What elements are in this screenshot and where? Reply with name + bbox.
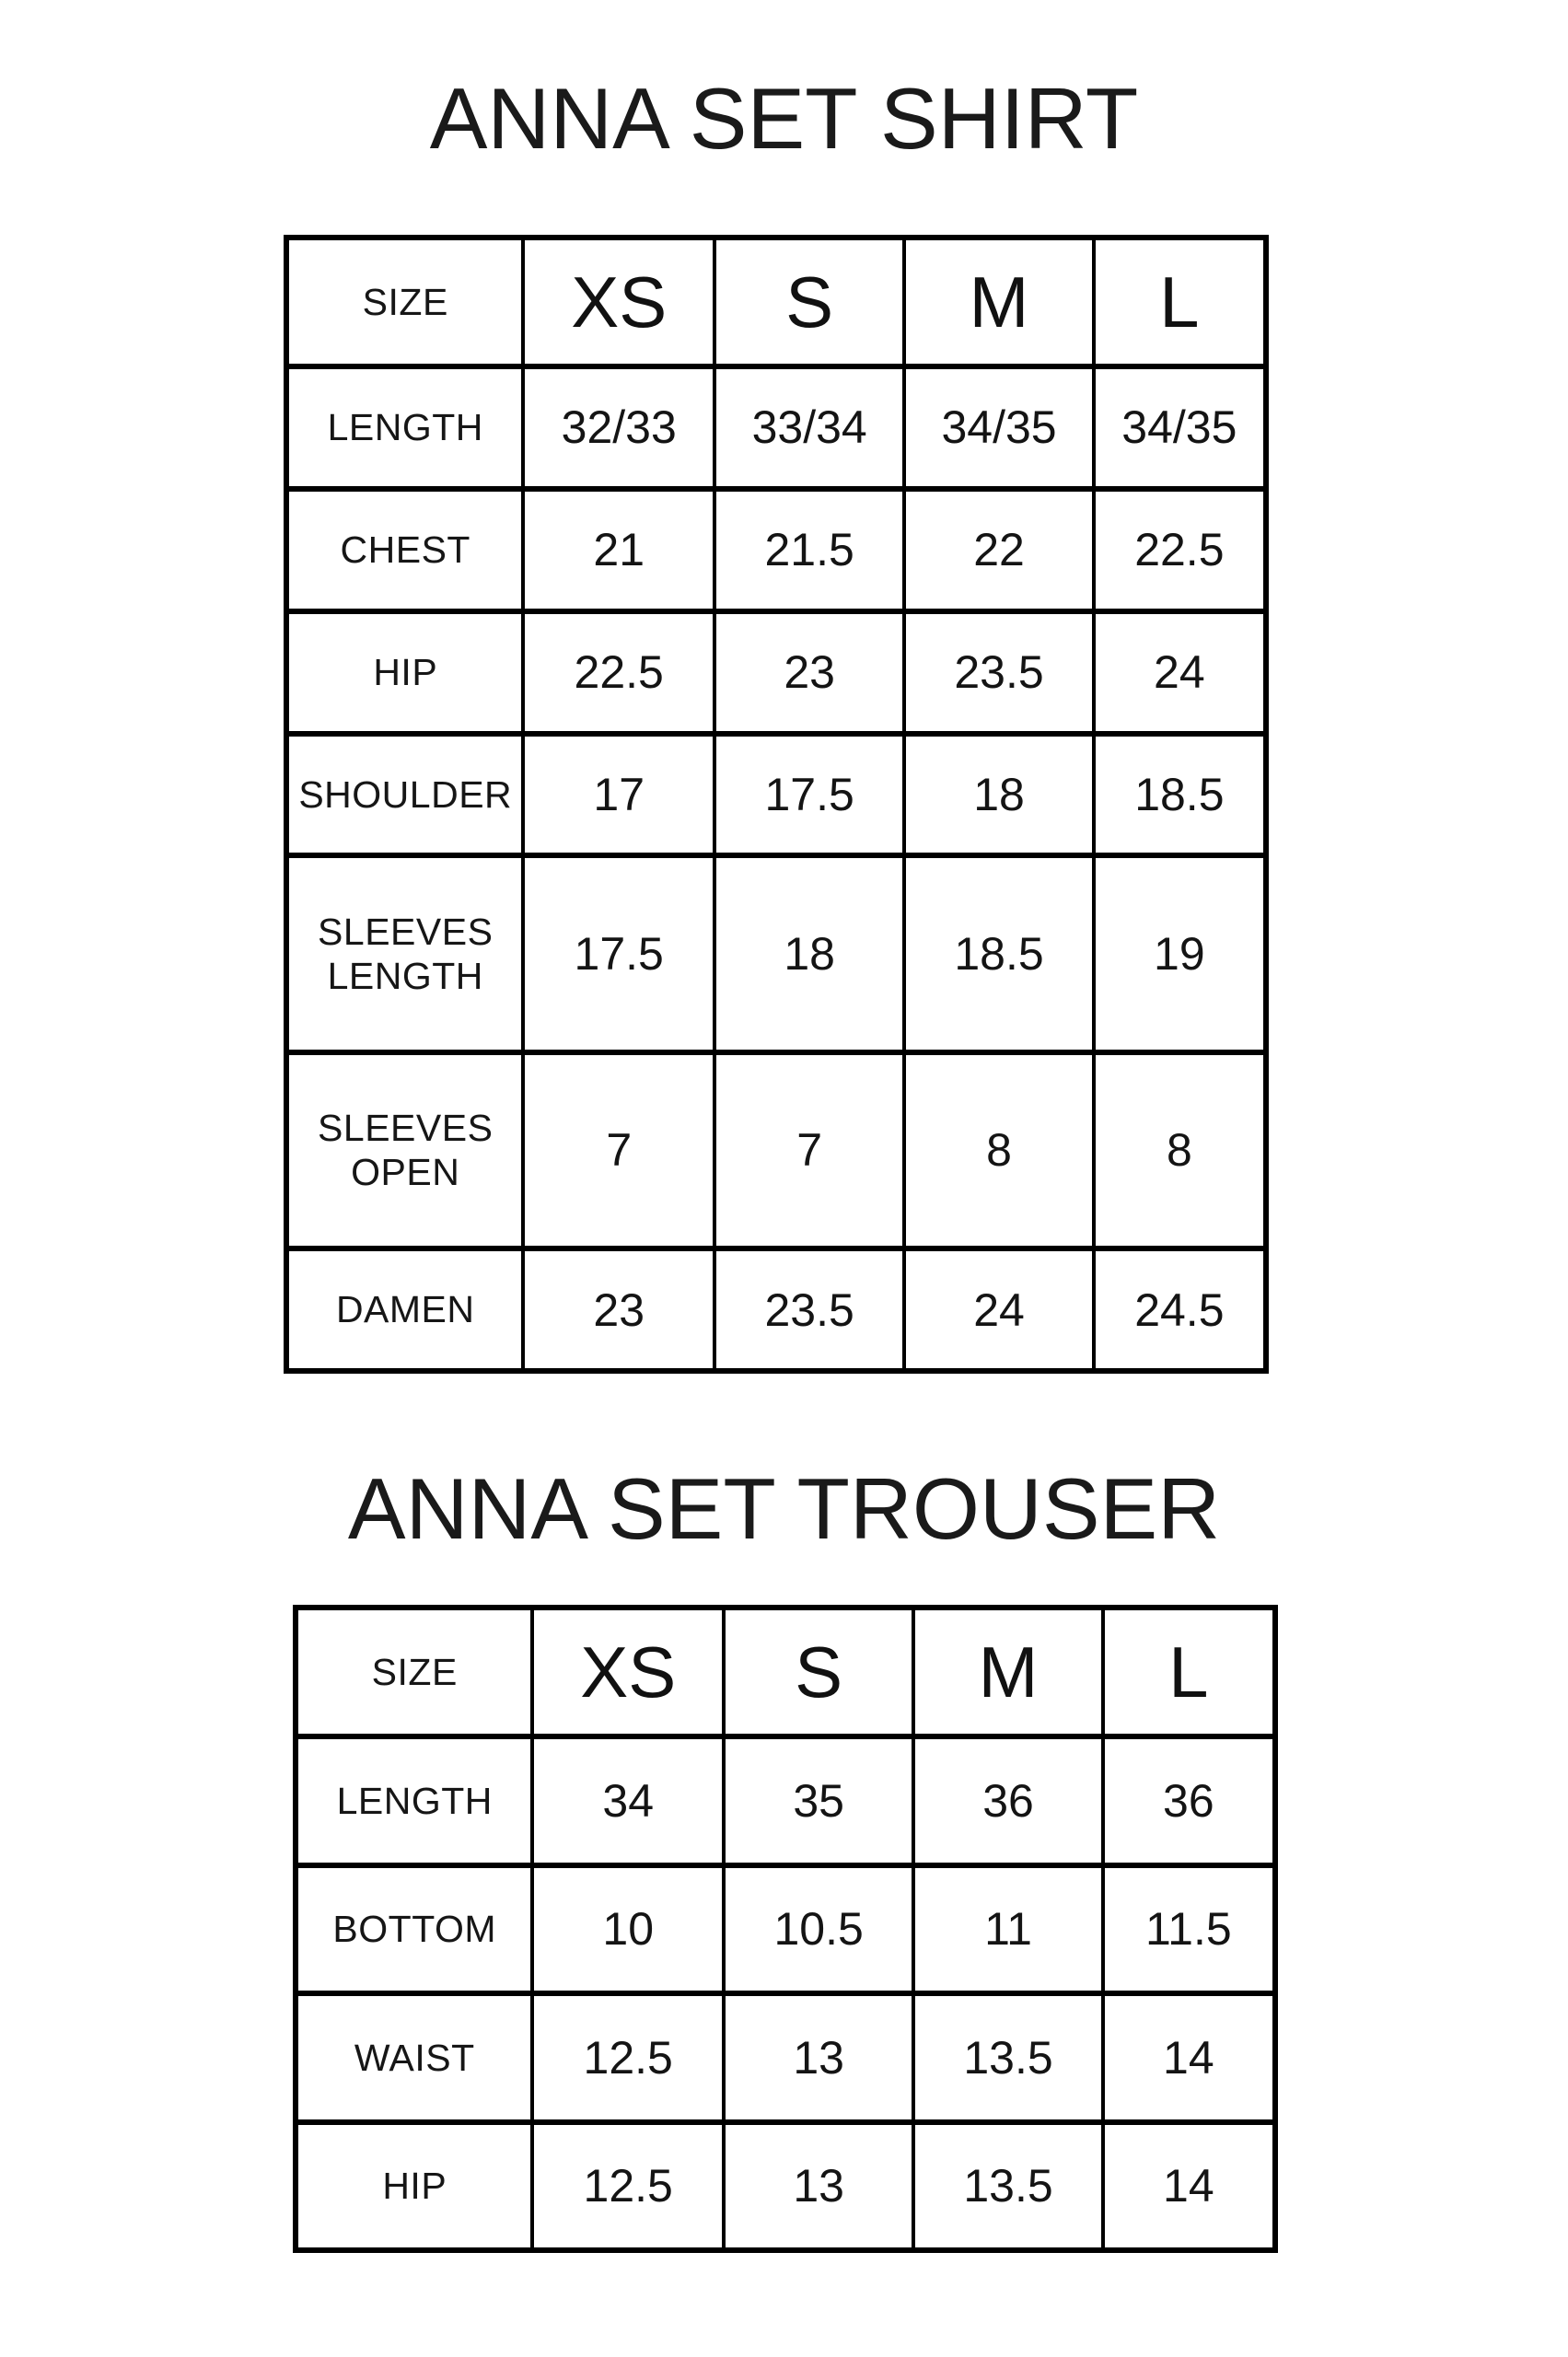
size-value-cell: 17: [523, 734, 714, 856]
shirt-row-chest: [286, 489, 1266, 611]
size-value-cell: 8: [1094, 1052, 1266, 1248]
size-value-cell: 7: [714, 1052, 904, 1248]
trouser-column-header-s: S: [724, 1608, 913, 1736]
row-label-cell: SLEEVES LENGTH: [286, 855, 523, 1051]
size-value-cell: 18: [714, 855, 904, 1051]
row-label-cell: HIP: [296, 2122, 532, 2251]
size-value-cell: 33/34: [714, 366, 904, 489]
size-value-cell: 23.5: [714, 1248, 904, 1371]
row-label-cell: BOTTOM: [296, 1865, 532, 1994]
size-value-cell: 11: [913, 1865, 1102, 1994]
size-value-cell: 18.5: [1094, 734, 1266, 856]
trouser-row-length: [296, 1736, 1275, 1865]
shirt-column-header-xs: XS: [523, 238, 714, 366]
size-value-cell: 32/33: [523, 366, 714, 489]
shirt-row-length: [286, 366, 1266, 489]
row-label-cell: SHOULDER: [286, 734, 523, 856]
size-value-cell: 13.5: [913, 2122, 1102, 2251]
size-value-cell: 23: [714, 611, 904, 734]
size-value-cell: 24.5: [1094, 1248, 1266, 1371]
size-value-cell: 23: [523, 1248, 714, 1371]
trouser-size-header-cell: SIZE: [296, 1608, 532, 1736]
size-value-cell: 21.5: [714, 489, 904, 611]
trouser-row-hip: [296, 2122, 1275, 2251]
size-value-cell: 11.5: [1103, 1865, 1275, 1994]
size-value-cell: 13: [724, 1993, 913, 2122]
trouser-column-header-xs: XS: [532, 1608, 723, 1736]
shirt-size-table: [284, 235, 1269, 1374]
shirt-row-shoulder: [286, 734, 1266, 856]
size-value-cell: 24: [1094, 611, 1266, 734]
size-value-cell: 34: [532, 1736, 723, 1865]
shirt-chart-title: ANNA SET SHIRT: [429, 70, 1139, 167]
shirt-row-hip: [286, 611, 1266, 734]
size-value-cell: 10.5: [724, 1865, 913, 1994]
shirt-row-damen: [286, 1248, 1266, 1371]
trouser-chart-title: ANNA SET TROUSER: [347, 1460, 1221, 1557]
row-label-cell: LENGTH: [296, 1736, 532, 1865]
size-value-cell: 18: [904, 734, 1093, 856]
shirt-column-header-s: S: [714, 238, 904, 366]
size-value-cell: 19: [1094, 855, 1266, 1051]
size-value-cell: 14: [1103, 1993, 1275, 2122]
size-value-cell: 22.5: [1094, 489, 1266, 611]
trouser-column-header-l: L: [1103, 1608, 1275, 1736]
size-value-cell: 8: [904, 1052, 1093, 1248]
size-value-cell: 13.5: [913, 1993, 1102, 2122]
row-label-cell: CHEST: [286, 489, 523, 611]
size-value-cell: 23.5: [904, 611, 1093, 734]
shirt-size-header-cell: SIZE: [286, 238, 523, 366]
shirt-header-row: [286, 238, 1266, 366]
trouser-header-row: [296, 1608, 1275, 1736]
trouser-row-bottom: [296, 1865, 1275, 1994]
row-label-cell: DAMEN: [286, 1248, 523, 1371]
size-value-cell: 36: [913, 1736, 1102, 1865]
row-label-cell: LENGTH: [286, 366, 523, 489]
size-value-cell: 18.5: [904, 855, 1093, 1051]
size-value-cell: 17.5: [523, 855, 714, 1051]
size-value-cell: 34/35: [904, 366, 1093, 489]
size-value-cell: 35: [724, 1736, 913, 1865]
shirt-column-header-m: M: [904, 238, 1093, 366]
trouser-column-header-m: M: [913, 1608, 1102, 1736]
size-value-cell: 24: [904, 1248, 1093, 1371]
size-value-cell: 36: [1103, 1736, 1275, 1865]
size-value-cell: 10: [532, 1865, 723, 1994]
size-value-cell: 12.5: [532, 1993, 723, 2122]
row-label-cell: SLEEVES OPEN: [286, 1052, 523, 1248]
trouser-row-waist: [296, 1993, 1275, 2122]
shirt-row-sleeves-length: [286, 855, 1266, 1051]
shirt-row-sleeves-open: [286, 1052, 1266, 1248]
shirt-column-header-l: L: [1094, 238, 1266, 366]
trouser-size-table: [293, 1605, 1278, 2253]
size-value-cell: 17.5: [714, 734, 904, 856]
size-value-cell: 12.5: [532, 2122, 723, 2251]
size-value-cell: 22: [904, 489, 1093, 611]
size-value-cell: 22.5: [523, 611, 714, 734]
size-value-cell: 34/35: [1094, 366, 1266, 489]
size-value-cell: 7: [523, 1052, 714, 1248]
size-value-cell: 14: [1103, 2122, 1275, 2251]
size-value-cell: 13: [724, 2122, 913, 2251]
row-label-cell: WAIST: [296, 1993, 532, 2122]
size-value-cell: 21: [523, 489, 714, 611]
row-label-cell: HIP: [286, 611, 523, 734]
